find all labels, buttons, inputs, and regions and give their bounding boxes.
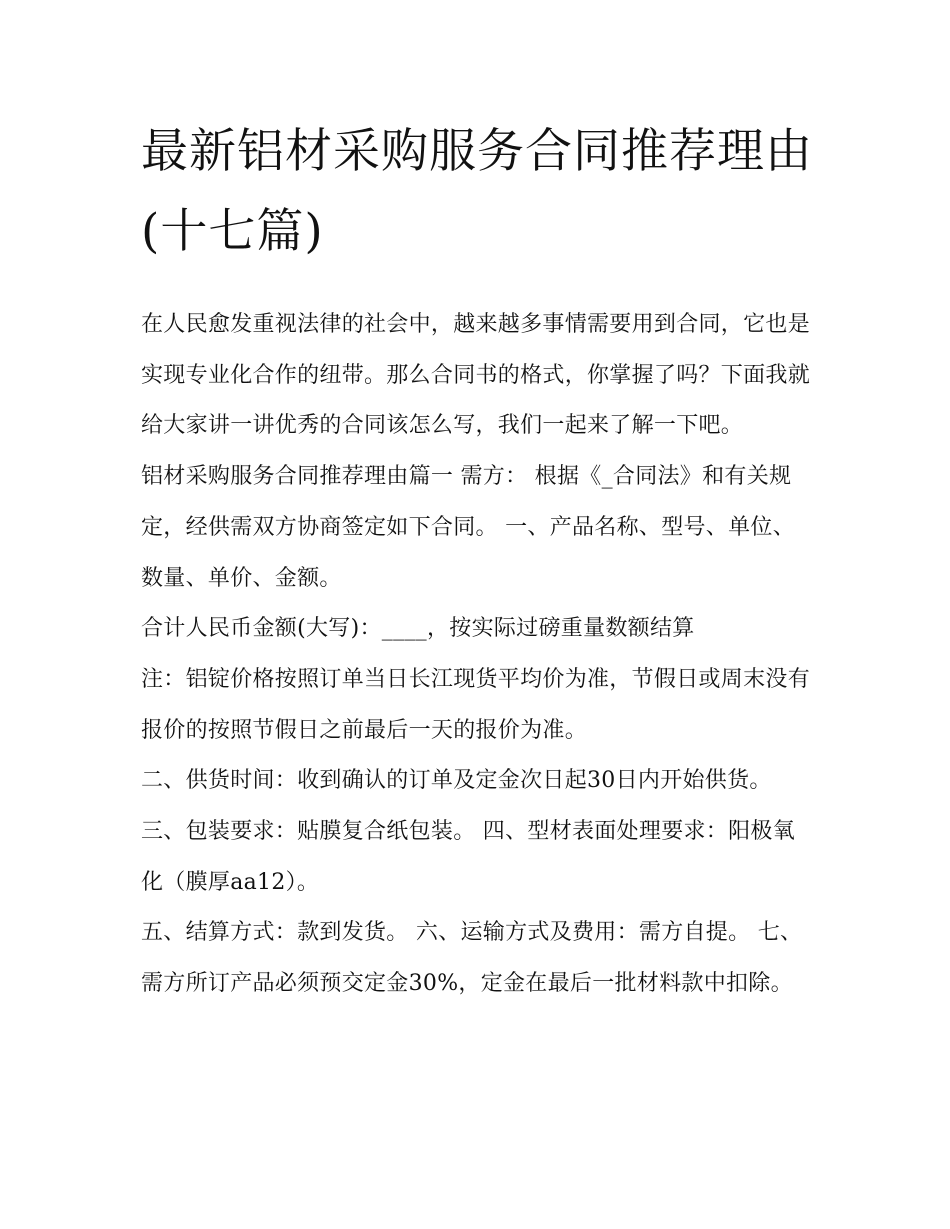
paragraph-settlement-terms: 五、结算方式：款到发货。 六、运输方式及费用：需方自提。 七、需方所订产品必须预交定金30%，定金在最后一批材料款中扣除。	[141, 920, 803, 997]
document-title: 最新铝材采购服务合同推荐理由(十七篇)	[141, 124, 813, 259]
paragraph-contract-opening: 铝材采购服务合同推荐理由篇一 需方： 根据《_合同法》和有关规定，经供需双方协商签定如下合同。 一、产品名称、型号、单位、数量、单价、金额。	[141, 464, 795, 591]
paragraph-delivery-terms: 二、供货时间：收到确认的订单及定金次日起30日内开始供货。 三、包装要求：贴膜复合纸包装。 四、型材表面处理要求：阳极氧化（膜厚aa12）。	[141, 768, 795, 895]
paragraph-intro: 在人民愈发重视法律的社会中，越来越多事情需要用到合同，它也是实现专业化合作的纽带。那么合同书的格式，你掌握了吗？下面我就给大家讲一讲优秀的合同该怎么写，我们一起来了解一下吧。	[141, 312, 811, 439]
document-body	[141, 300, 813, 1010]
document-page	[141, 112, 813, 1010]
paragraph-price-note: 注：铝锭价格按照订单当日长江现货平均价为准，节假日或周末没有报价的按照节假日之前最后一天的报价为准。	[141, 666, 811, 743]
paragraph-total-amount: 合计人民币金额(大写)：____，按实际过磅重量数额结算	[141, 616, 695, 642]
